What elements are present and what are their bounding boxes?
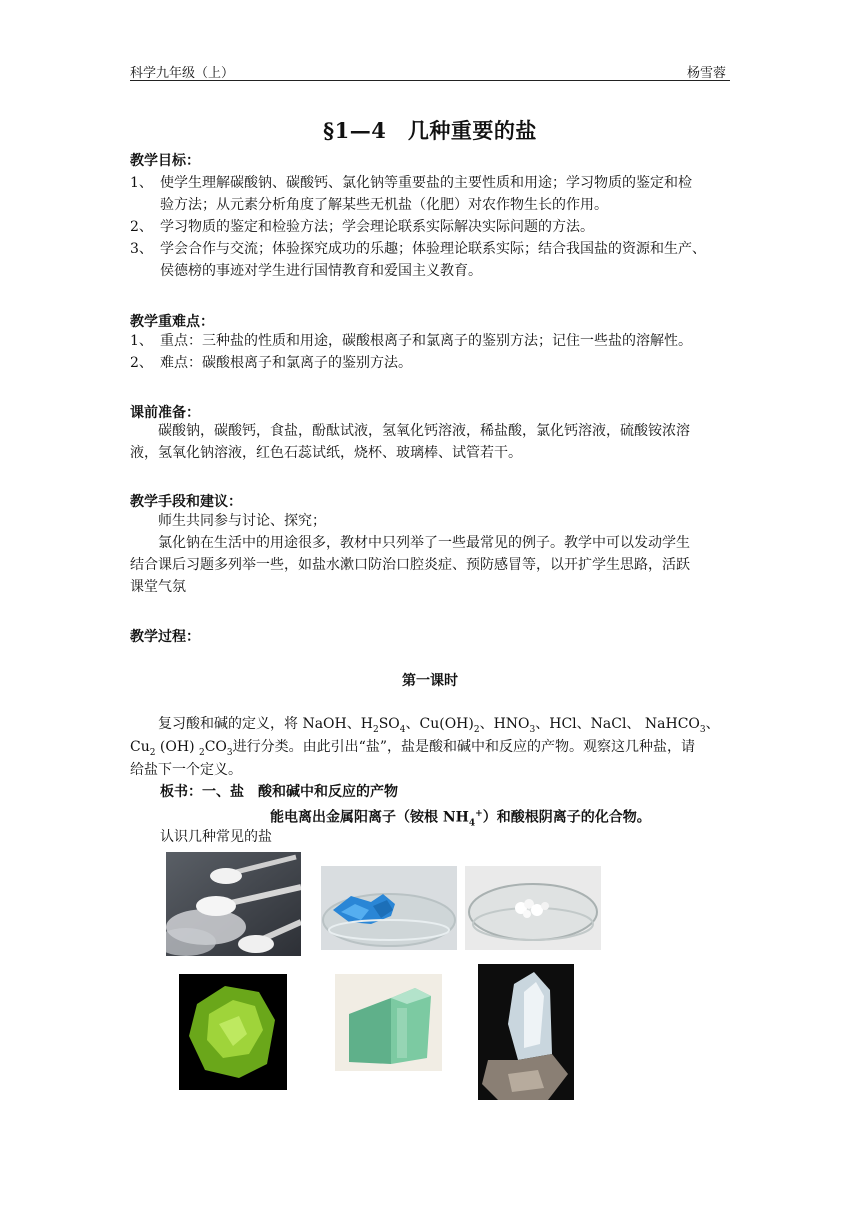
intro-text: 复习酸和碱的定义，将 NaOH、H <box>158 716 373 732</box>
board-def2-text: ）和酸根阴离子的化合物。 <box>482 809 651 826</box>
board-def2-text: 能电离出金属阳离子（铵根 NH <box>270 809 469 826</box>
subscript: 3 <box>529 724 536 735</box>
methods-p1: 师生共同参与讨论、探究； <box>158 513 326 529</box>
blue-crystals-photo <box>321 866 457 950</box>
board-label: 板书：一、盐 <box>160 784 244 800</box>
methods-p2-line2: 结合课后习题多列举一些，如盐水漱口防治口腔炎症、预防感冒等，以开扩学生思路，活跃 <box>130 557 690 573</box>
intro-text: 、Cu(OH) <box>405 716 474 732</box>
intro-text: CO <box>204 739 227 755</box>
preparation-heading: 课前准备： <box>130 405 200 421</box>
methods-p2-line3: 课堂气氛 <box>130 579 186 595</box>
objective-2-num: 2、 <box>130 219 153 235</box>
subscript: 3 <box>699 724 706 735</box>
keypoint-2-num: 2、 <box>130 355 153 371</box>
header-author: 杨雪蓉 <box>686 66 726 81</box>
intro-text: 、HNO <box>479 716 530 732</box>
objective-2-line1: 学习物质的鉴定和检验方法；学会理论联系实际解决实际问题的方法。 <box>160 219 594 235</box>
methods-heading: 教学手段和建议： <box>130 494 242 510</box>
process-heading: 教学过程： <box>130 629 200 645</box>
clear-crystal-photo <box>478 964 574 1100</box>
white-crystals-dish-photo <box>465 866 601 950</box>
subscript: 3 <box>226 747 233 758</box>
intro-text: Cu <box>130 739 150 755</box>
lesson-title: 第一课时 <box>402 673 458 689</box>
keypoint-1-text: 重点：三种盐的性质和用途，碳酸根离子和氯离子的鉴别方法；记住一些盐的溶解性。 <box>160 333 692 349</box>
intro-line3: 给盐下一个定义。 <box>130 762 242 778</box>
objective-3-num: 3、 <box>130 241 153 257</box>
keypoints-heading: 教学重难点： <box>130 314 214 330</box>
subscript: 4 <box>399 724 406 735</box>
salt-spoons-photo <box>166 852 301 956</box>
subscript: 2 <box>372 724 379 735</box>
superscript: + <box>475 809 483 819</box>
objective-1-line2: 验方法；从元素分析角度了解某些无机盐（化肥）对农作物生长的作用。 <box>160 197 608 213</box>
keypoint-2-text: 难点：碳酸根离子和氯离子的鉴别方法。 <box>160 355 412 371</box>
objective-1 <box>130 172 730 194</box>
intro-text: SO <box>378 716 400 732</box>
header-course: 科学九年级（上） <box>130 66 235 81</box>
keypoint-1 <box>130 330 730 352</box>
page-title: §1—4 几种重要的盐 <box>323 118 537 143</box>
intro-text: 、 <box>705 716 720 732</box>
methods-p2-line1: 氯化钠在生活中的用途很多，教材中只列举了一些最常见的例子。教学中可以发动学生 <box>158 535 690 551</box>
recognize-salts: 认识几种常见的盐 <box>160 829 272 845</box>
objective-2 <box>130 216 730 238</box>
objective-3-line2: 侯德榜的事迹对学生进行国情教育和爱国主义教育。 <box>160 263 482 279</box>
objective-3 <box>130 238 730 260</box>
keypoint-1-num: 1、 <box>130 333 153 349</box>
subscript: 2 <box>473 724 480 735</box>
board-line1 <box>160 781 760 803</box>
objective-1-line1: 使学生理解碳酸钠、碳酸钙、氯化钠等重要盐的主要性质和用途；学习物质的鉴定和检 <box>160 175 692 191</box>
subscript: 4 <box>468 818 476 829</box>
intro-text: 进行分类。由此引出“盐”，盐是酸和碱中和反应的产物。观察这几种盐，请 <box>232 739 695 755</box>
page-header <box>130 60 730 81</box>
intro-text: 、HCl、NaCl、 NaHCO <box>535 716 700 732</box>
subscript: 2 <box>198 747 205 758</box>
intro-text: (OH) <box>155 739 199 755</box>
green-crystal-photo <box>179 974 287 1090</box>
preparation-line2: 液，氢氧化钠溶液，红色石蕊试纸，烧杯、玻璃棒、试管若干。 <box>130 445 522 461</box>
objective-1-num: 1、 <box>130 175 153 191</box>
preparation-line1: 碳酸钠，碳酸钙，食盐，酚酞试液，氢氧化钙溶液，稀盐酸，氯化钙溶液，硫酸铵浓溶 <box>158 423 690 439</box>
board-def1: 酸和碱中和反应的产物 <box>258 784 398 800</box>
objectives-heading: 教学目标： <box>130 153 200 169</box>
pale-green-crystal-photo <box>335 974 442 1071</box>
subscript: 2 <box>149 747 156 758</box>
keypoint-2 <box>130 352 730 374</box>
objective-3-line1: 学会合作与交流；体验探究成功的乐趣；体验理论联系实际；结合我国盐的资源和生产、 <box>160 241 706 257</box>
